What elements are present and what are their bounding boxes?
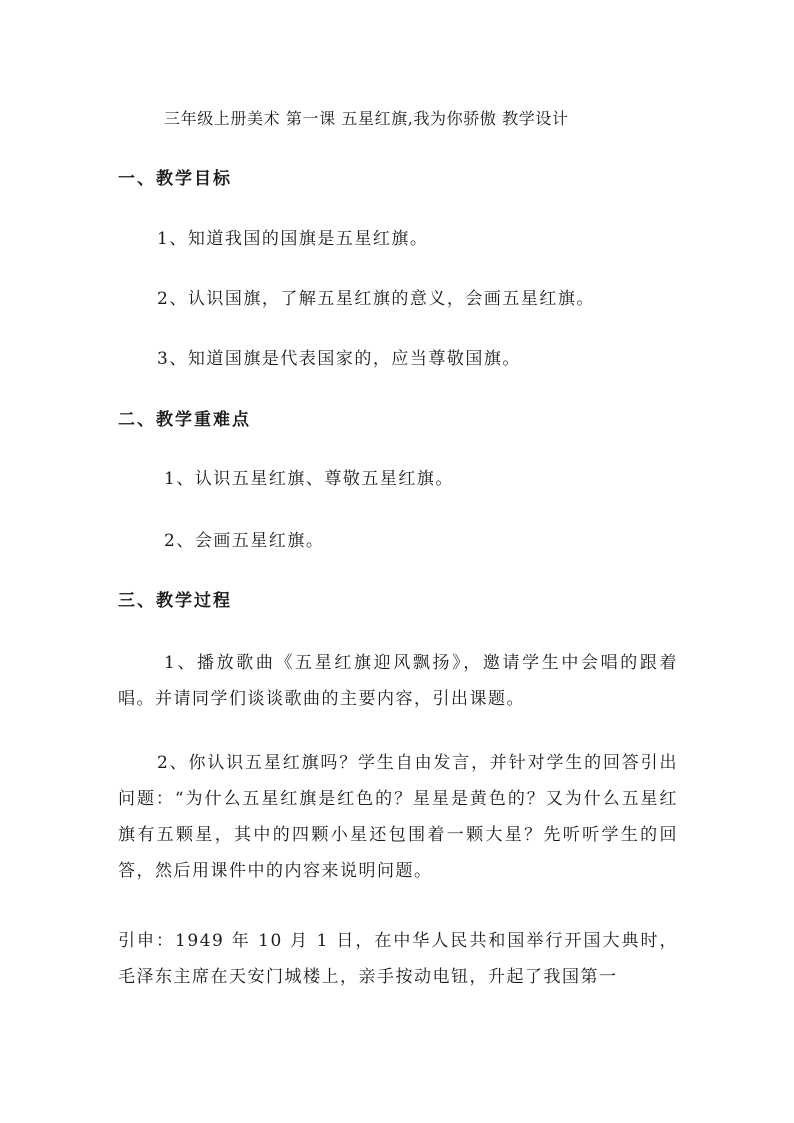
section-heading-process: 三、教学过程 (118, 591, 232, 611)
list-item: 1、知道我国的国旗是五星红旗。 (157, 229, 429, 249)
paragraph-step-2: 2、你认识五星红旗吗？学生自由发言，并针对学生的回答引出问题：“为什么五星红旗是红色的？星星是黄色的？又为什么五星红旗有五颗星，其中的四颗小星还包围着一颗大星？先听听学生的回答，然后用课件中的内容来说明问题。 (118, 753, 678, 881)
section-heading-objectives: 一、教学目标 (118, 169, 232, 189)
document-title: 三年级上册美术 第一课 五星红旗,我为你骄傲 教学设计 (164, 109, 569, 128)
paragraph-step-1: 1、播放歌曲《五星红旗迎风飘扬》，邀请学生中会唱的跟着唱。并请同学们谈谈歌曲的主要内容，引出课题。 (118, 653, 678, 709)
list-item: 2、认识国旗，了解五星红旗的意义，会画五星红旗。 (157, 289, 595, 309)
paragraph-extension: 引申：1949 年 10 月 1 日，在中华人民共和国举行开国大典时，毛泽东主席在天安门城楼上，亲手按动电钮，升起了我国第一 (118, 931, 678, 987)
list-item: 2、会画五星红旗。 (164, 531, 325, 551)
list-item: 1、认识五星红旗、尊敬五星红旗。 (164, 469, 454, 489)
list-item: 3、知道国旗是代表国家的，应当尊敬国旗。 (157, 349, 521, 369)
section-heading-key-points: 二、教学重难点 (118, 410, 251, 430)
